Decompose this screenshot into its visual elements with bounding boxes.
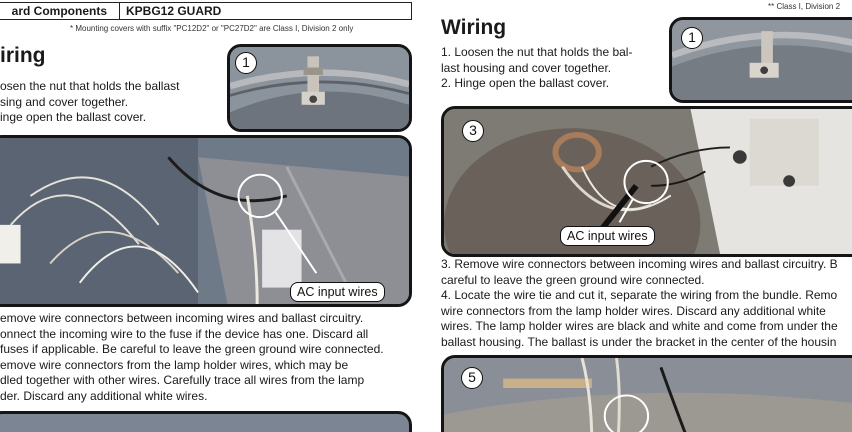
- instructions-steps-1-2: [441, 45, 632, 92]
- instruction-line: wires. The lamp holder wires are black and white and come from under the: [441, 319, 838, 333]
- instruction-line: onnect the incoming wire to the fuse if the device has one. Discard all: [0, 326, 369, 341]
- instruction-line: inge open the ballast cover.: [0, 110, 147, 124]
- step-number-badge: 3: [462, 120, 484, 142]
- photo-wires-illustration: [0, 138, 409, 304]
- instruction-line: sing and cover together.: [0, 94, 129, 109]
- footnote: * Mounting covers with suffix "PC12D2" or "PC27D2" are Class I, Division 2 only: [70, 24, 354, 33]
- table-cell-guard: KPBG12 GUARD: [126, 4, 222, 18]
- photo-nut-illustration: [230, 47, 409, 129]
- instruction-line: wire connectors from the lamp holder wires. Discard any additional white: [441, 303, 826, 318]
- photo-step-1: [669, 17, 852, 103]
- instructions-steps-3-4: [441, 257, 838, 350]
- instructions-steps-1-2: [0, 79, 179, 126]
- ac-input-wires-label: AC input wires: [560, 226, 655, 246]
- instruction-line: der. Discard any additional white wires.: [0, 388, 208, 403]
- photo-step-2: [0, 135, 412, 307]
- step-number-badge: 5: [461, 367, 483, 389]
- instruction-line: last housing and cover together.: [441, 60, 612, 75]
- instruction-line: ballast housing. The ballast is under the bracket in the center of the housin: [441, 334, 837, 349]
- ac-input-wires-label: AC input wires: [290, 282, 385, 302]
- footnote: ** Class I, Division 2: [768, 2, 841, 11]
- components-table: [0, 2, 412, 20]
- right-manual-page: [430, 0, 852, 432]
- step-number-badge: 1: [235, 52, 257, 74]
- instruction-line: 4. Locate the wire tie and cut it, separate the wiring from the bundle. Remo: [441, 288, 838, 302]
- instruction-line: 3. Remove wire connectors between incoming wires and ballast circuitry. B: [441, 257, 838, 271]
- instruction-line: fuses if applicable. Be careful to leave the green ground wire connected.: [0, 342, 384, 356]
- table-cell-components: ard Components: [0, 3, 120, 19]
- photo-step-5: [441, 355, 852, 432]
- photo-lamp-holder-illustration: [444, 358, 852, 432]
- instruction-line: 2. Hinge open the ballast cover.: [441, 76, 610, 90]
- section-heading: iring: [0, 44, 46, 67]
- section-heading: Wiring: [441, 16, 507, 39]
- photo-step-1: [227, 44, 412, 132]
- instruction-line: 1. Loosen the nut that holds the bal-: [441, 45, 633, 59]
- instruction-line: emove wire connectors from the lamp holder wires, which may be: [0, 357, 349, 372]
- instruction-line: emove wire connectors between incoming wires and ballast circuitry.: [0, 311, 364, 325]
- instructions-steps-3-4: [0, 311, 384, 404]
- instruction-line: osen the nut that holds the ballast: [0, 79, 180, 93]
- photo-step-3: [441, 106, 852, 257]
- photo-step-next: [0, 411, 412, 432]
- instruction-line: careful to leave the green ground wire connected.: [441, 272, 705, 287]
- instruction-line: dled together with other wires. Carefully trace all wires from the lamp: [0, 373, 365, 387]
- step-number-badge: 1: [681, 27, 703, 49]
- left-manual-page: [0, 0, 420, 432]
